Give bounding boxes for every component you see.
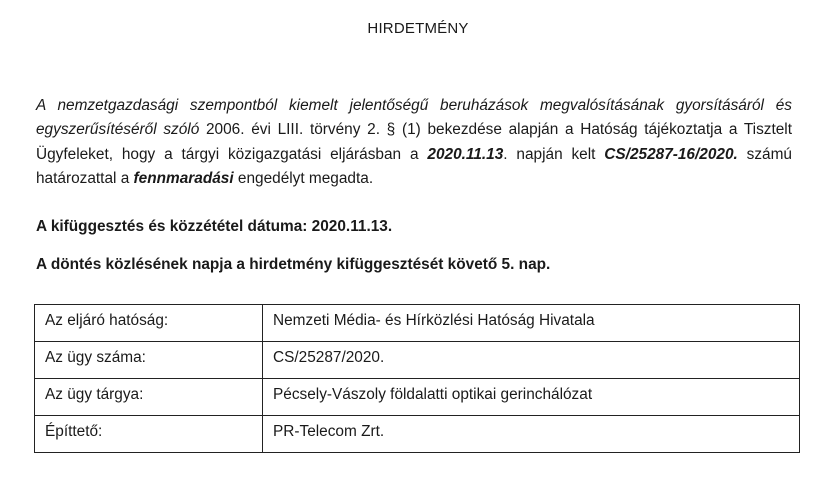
decision-date: 2020.11.13 (427, 145, 504, 163)
paragraph-text-1: 2006. évi LIII. törvény 2. § (1) bekezdése alapján a Hatóság tájékoztatja a Tisztelt Ügyfeleket, hogy a tárgyi közigazgatási eljárásban a (36, 121, 792, 163)
case-info-table (34, 304, 800, 453)
paragraph-text-4: engedélyt megadta. (233, 169, 374, 187)
table-row (35, 379, 800, 416)
document-title: HIRDETMÉNY (367, 20, 469, 37)
table-row (35, 342, 800, 379)
law-title: A nemzetgazdasági szempontból kiemelt jelentőségű beruházások megvalósításának gyorsításáról és egyszerűsítéséről szóló (36, 97, 792, 139)
row-label: Építtető: (35, 416, 263, 453)
row-label: Az ügy tárgya: (35, 379, 263, 416)
paragraph-text-3: számú határozattal a (36, 145, 792, 187)
notice-paragraph (36, 94, 792, 191)
row-value: PR-Telecom Zrt. (263, 416, 800, 453)
communication-day-line: A döntés közlésének napja a hirdetmény kifüggesztését követő 5. nap. (36, 256, 551, 273)
row-value: Pécsely-Vászoly földalatti optikai gerinchálózat (263, 379, 800, 416)
row-label: Az eljáró hatóság: (35, 305, 263, 342)
table-row (35, 416, 800, 453)
case-number: CS/25287-16/2020. (604, 145, 738, 163)
table-row (35, 305, 800, 342)
permit-type: fennmaradási (133, 169, 234, 187)
row-value: CS/25287/2020. (263, 342, 800, 379)
paragraph-text-2: . napján kelt (503, 145, 605, 163)
row-value: Nemzeti Média- és Hírközlési Hatóság Hivatala (263, 305, 800, 342)
posting-date-line: A kifüggesztés és közzététel dátuma: 2020.11.13. (36, 218, 393, 235)
row-label: Az ügy száma: (35, 342, 263, 379)
